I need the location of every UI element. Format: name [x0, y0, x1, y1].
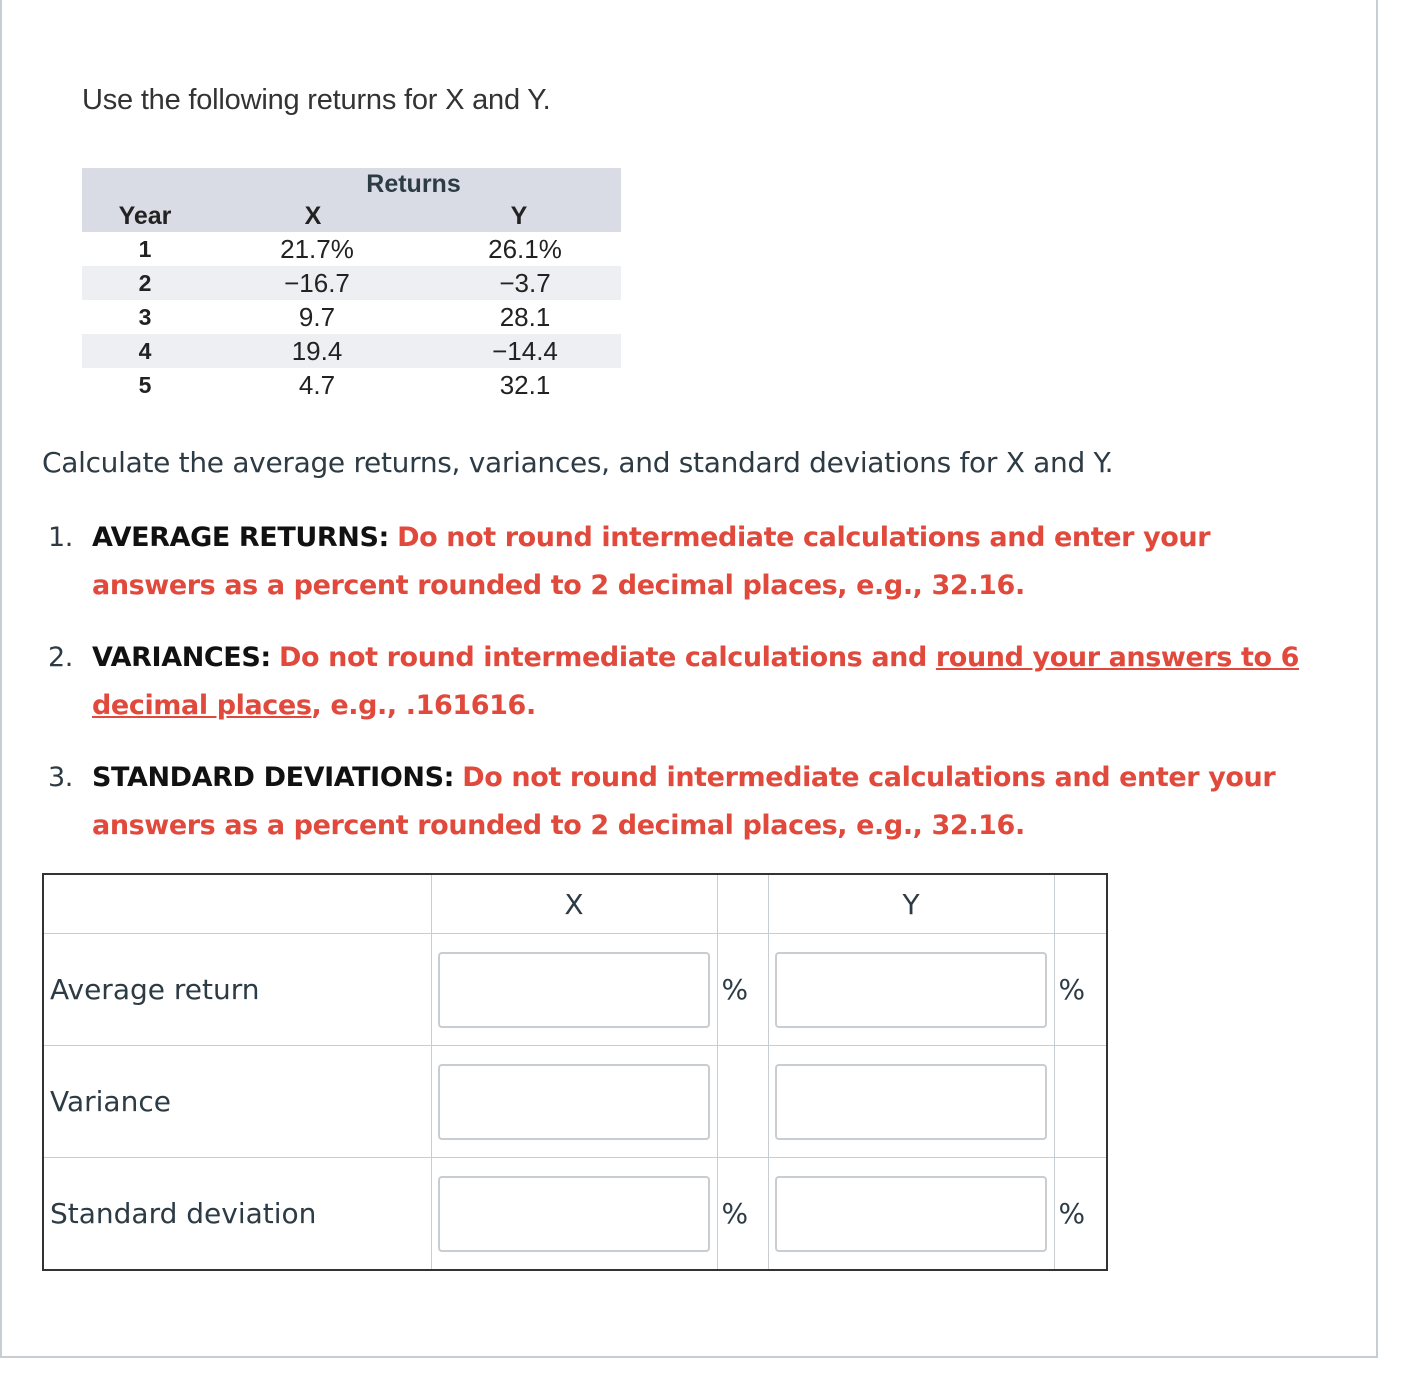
intro-text: Use the following returns for X and Y.: [82, 84, 551, 116]
returns-table-header: [82, 168, 621, 232]
instruction-text: [92, 642, 1299, 721]
instruction-label: AVERAGE RETURNS:: [92, 522, 389, 553]
answer-unit-header: [717, 874, 768, 934]
variance-y-input[interactable]: [775, 1064, 1047, 1140]
table-row: [82, 334, 621, 368]
instruction-underlined-text: round your answers to 6 decimal places: [92, 642, 1300, 721]
variance-x-input[interactable]: [438, 1064, 710, 1140]
col-y-header: Y: [510, 202, 528, 230]
instruction-number: 2.: [48, 642, 73, 673]
col-x-header: X: [304, 202, 322, 230]
instruction-number: 3.: [48, 762, 73, 793]
question-text: Calculate the average returns, variances, and standard deviations for X and Y.: [42, 446, 1114, 479]
unit-empty: [717, 1046, 768, 1158]
returns-group-header: Returns: [366, 170, 461, 198]
y-return-cell: 28.1: [499, 302, 551, 332]
table-row: [82, 368, 621, 402]
answer-cell: [431, 934, 717, 1046]
instruction-number: 1.: [48, 522, 73, 553]
answer-unit-header: [1054, 874, 1107, 934]
instruction-label: STANDARD DEVIATIONS:: [92, 762, 455, 793]
x-return-cell: 4.7: [298, 370, 336, 400]
year-cell: 1: [138, 236, 152, 262]
instruction-text-after: , e.g., .161616.: [311, 690, 536, 721]
answer-cell: [768, 1158, 1054, 1271]
answer-cell: [768, 1046, 1054, 1158]
row-label-average-return: Average return: [43, 934, 431, 1046]
answer-table: [42, 873, 1108, 1271]
unit-percent: %: [717, 1158, 768, 1271]
x-return-cell: −16.7: [284, 268, 350, 298]
average-return-x-input[interactable]: [438, 952, 710, 1028]
y-return-cell: −3.7: [499, 268, 551, 298]
instruction-label: VARIANCES:: [92, 642, 271, 673]
year-cell: 5: [138, 372, 152, 398]
unit-percent: %: [1054, 934, 1107, 1046]
unit-percent: %: [1054, 1158, 1107, 1271]
instruction-text: Do not round intermediate calculations and enter your answers as a percent rounded to 2 decimal places, e.g., 32.16.: [92, 762, 1276, 841]
year-cell: 2: [138, 270, 152, 296]
row-label-variance: Variance: [43, 1046, 431, 1158]
x-return-cell: 9.7: [298, 302, 336, 332]
year-cell: 4: [138, 338, 152, 364]
answer-col-y-header: Y: [768, 874, 1054, 934]
instruction-text-before: Do not round intermediate calculations and: [278, 642, 927, 673]
answer-col-x-header: X: [431, 874, 717, 934]
y-return-cell: −14.4: [492, 336, 558, 366]
year-cell: 3: [138, 304, 152, 330]
average-return-y-input[interactable]: [775, 952, 1047, 1028]
table-row: [82, 300, 621, 334]
table-row: [82, 232, 621, 266]
x-return-cell: 21.7%: [280, 234, 354, 264]
instruction-text: Do not round intermediate calculations and enter your answers as a percent rounded to 2 decimal places, e.g., 32.16.: [92, 522, 1211, 601]
answer-corner-cell: [43, 874, 431, 934]
answer-cell: [768, 934, 1054, 1046]
standard-deviation-y-input[interactable]: [775, 1176, 1047, 1252]
table-row: [82, 266, 621, 300]
row-label-standard-deviation: Standard deviation: [43, 1158, 431, 1271]
unit-empty: [1054, 1046, 1107, 1158]
standard-deviation-x-input[interactable]: [438, 1176, 710, 1252]
unit-percent: %: [717, 934, 768, 1046]
returns-table: [82, 168, 621, 402]
y-return-cell: 26.1%: [488, 234, 562, 264]
answer-cell: [431, 1046, 717, 1158]
answer-cell: [431, 1158, 717, 1271]
y-return-cell: 32.1: [499, 370, 551, 400]
col-year-header: Year: [118, 202, 172, 230]
x-return-cell: 19.4: [291, 336, 343, 366]
